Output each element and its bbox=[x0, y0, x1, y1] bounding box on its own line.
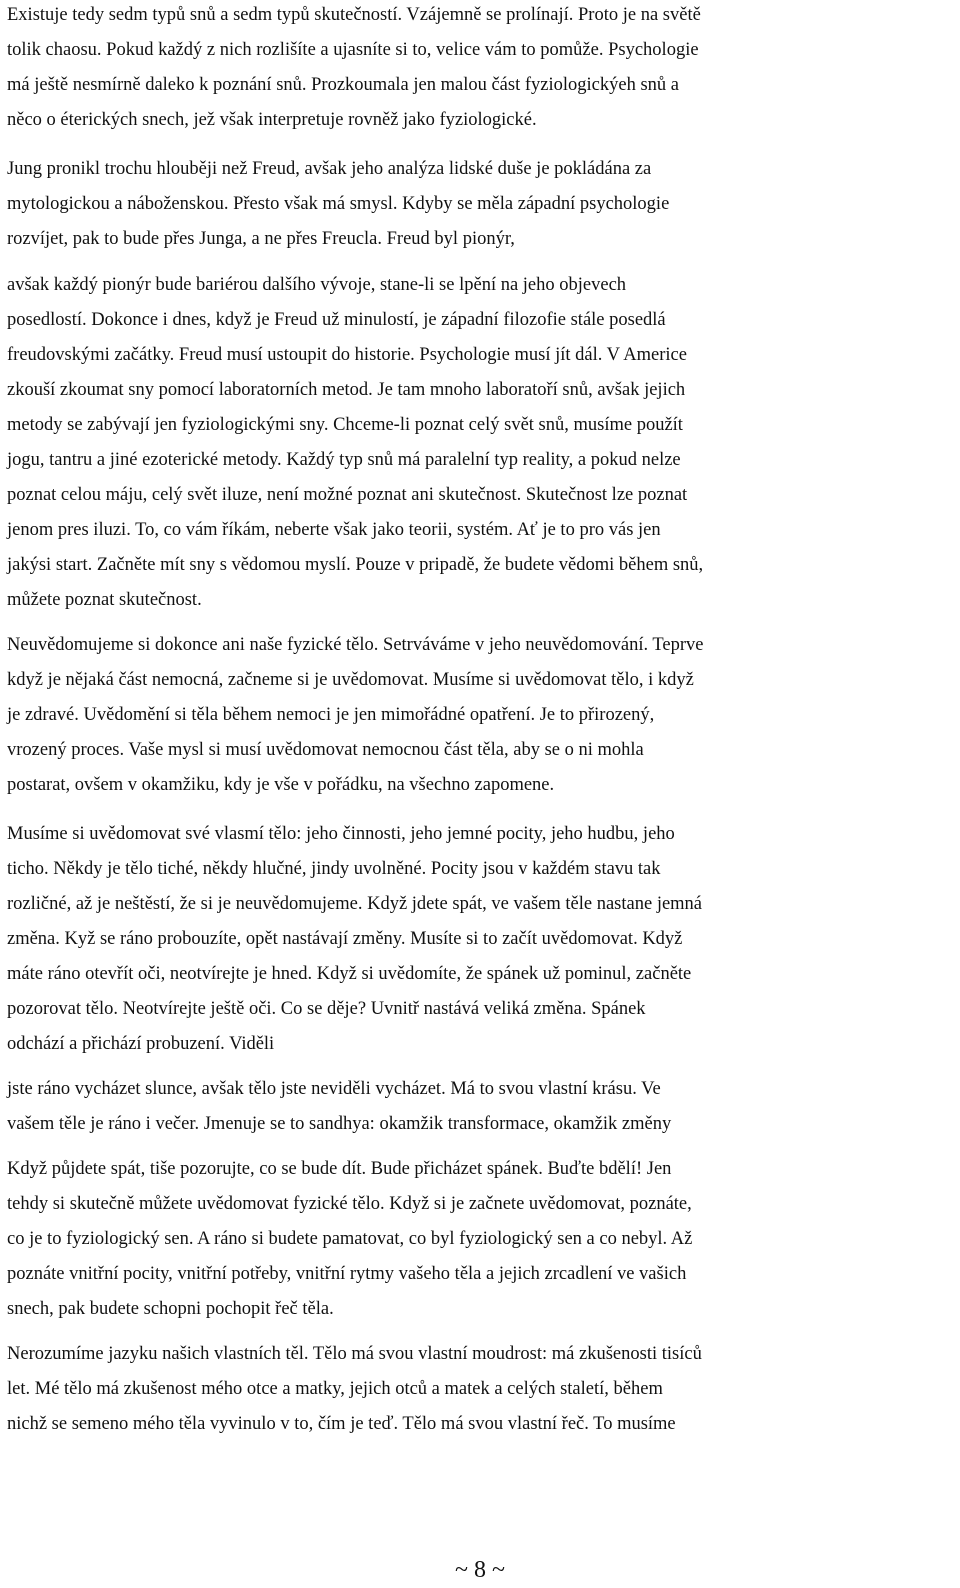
paragraph-pioneer bbox=[7, 268, 953, 618]
paragraph-jung-freud bbox=[7, 152, 953, 257]
text-line: něco o éterických snech, jež však interpretuje rovněž jako fyziologické. bbox=[7, 110, 537, 130]
text-line: rozličné, až je neštěstí, že si je neuvědomujeme. Když jdete spát, ve vašem těle nastane jemná bbox=[7, 894, 703, 914]
text-line: Musíme si uvědomovat své vlasmí tělo: jeho činnosti, jeho jemné pocity, jeho hudbu, jeho bbox=[7, 824, 675, 844]
text-line: freudovskými začátky. Freud musí ustoupit do historie. Psychologie musí jít dál. V Americe bbox=[7, 345, 687, 365]
text-line: rozvíjet, pak to bude přes Junga, a ne přes Freucla. Freud byl pionýr, bbox=[7, 229, 515, 249]
text-line: zkouší zkoumat sny pomocí laboratorních metod. Je tam mnoho laboratoří snů, avšak jejich bbox=[7, 380, 686, 400]
paragraph-gap bbox=[7, 1327, 953, 1337]
text-line: Neuvědomujeme si dokonce ani naše fyzické tělo. Setrváváme v jeho neuvědomování. Teprve bbox=[7, 635, 704, 655]
text-line: pozorovat tělo. Neotvírejte ještě oči. Co se děje? Uvnitř nastává veliká změna. Spánek bbox=[7, 999, 646, 1019]
text-line: odchází a přichází probuzení. Viděli bbox=[7, 1034, 275, 1054]
text-line: nichž se semeno mého těla vyvinulo v to, čím je teď. Tělo má svou vlastní řeč. To musíme bbox=[7, 1414, 676, 1434]
text-line: Jung pronikl trochu hlouběji než Freud, avšak jeho analýza lidské duše je pokládána za bbox=[7, 159, 652, 179]
text-line: let. Mé tělo má zkušenost mého otce a matky, jejich otců a matek a celých staletí, během bbox=[7, 1379, 663, 1399]
paragraph-gap bbox=[7, 1062, 953, 1072]
paragraph-physical-body bbox=[7, 628, 953, 803]
paragraph-gap bbox=[7, 1142, 953, 1152]
text-line: co je to fyziologický sen. A ráno si budete pamatovat, co byl fyziologický sen a co nebyl. Až bbox=[7, 1229, 693, 1249]
paragraph-body-language bbox=[7, 1337, 953, 1442]
paragraph-gap bbox=[7, 618, 953, 628]
text-line: vašem těle je ráno i večer. Jmenuje se to sandhya: okamžik transformace, okamžik změny bbox=[7, 1114, 672, 1134]
text-line: když je nějaká část nemocná, začneme si je uvědomovat. Musíme si uvědomovat tělo, i když bbox=[7, 670, 694, 690]
text-line: má ještě nesmírně daleko k poznání snů. Prozkoumala jen malou část fyziologickýeh snů a bbox=[7, 75, 679, 95]
paragraph-sunrise bbox=[7, 1072, 953, 1142]
text-line: Existuje tedy sedm typů snů a sedm typů skutečností. Vzájemně se prolínají. Proto je na světě bbox=[7, 5, 701, 25]
page-number: ~ 8 ~ bbox=[455, 1557, 505, 1583]
text-line: můžete poznat skutečnost. bbox=[7, 590, 202, 610]
text-line: Nerozumíme jazyku našich vlastních těl. Tělo má svou vlastní moudrost: má zkušenosti tisíců bbox=[7, 1344, 702, 1364]
paragraph-dream-types bbox=[7, 0, 953, 138]
text-line: máte ráno otevřít oči, neotvírejte je hned. Když si uvědomíte, že spánek už pominul, začněte bbox=[7, 964, 692, 984]
text-line: poznat celou máju, celý svět iluze, není možné poznat ani skutečnost. Skutečnost lze poznat bbox=[7, 485, 688, 505]
text-line: jogu, tantru a jiné ezoterické metody. Každý typ snů má paralelní typ reality, a pokud nelze bbox=[7, 450, 681, 470]
paragraph-sleep-observation bbox=[7, 1152, 953, 1327]
text-line: mytologickou a náboženskou. Přesto však má smysl. Kdyby se měla západní psychologie bbox=[7, 194, 670, 214]
text-line: posedlostí. Dokonce i dnes, když je Freud už minulostí, je západní filozofie stále posedlá bbox=[7, 310, 666, 330]
text-line: poznáte vnitřní pocity, vnitřní potřeby, vnitřní rytmy vašeho těla a jejich zrcadlení ve vašich bbox=[7, 1264, 687, 1284]
text-line: vrozený proces. Vaše mysl si musí uvědomovat nemocnou část těla, aby se o ni mohla bbox=[7, 740, 644, 760]
text-line: ticho. Někdy je tělo tiché, někdy hlučné, jindy uvolněné. Pocity jsou v každém stavu tak bbox=[7, 859, 661, 879]
text-line: Když půjdete spát, tiše pozorujte, co se bude dít. Bude přicházet spánek. Buďte bdělí! Jen bbox=[7, 1159, 672, 1179]
text-line: tehdy si skutečně můžete uvědomovat fyzické tělo. Když si je začnete uvědomovat, poznáte, bbox=[7, 1194, 692, 1214]
text-line: snech, pak budete schopni pochopit řeč těla. bbox=[7, 1299, 334, 1319]
text-line: metody se zabývají jen fyziologickými sny. Chceme-li poznat celý svět snů, musíme použít bbox=[7, 415, 683, 435]
text-line: jste ráno vycházet slunce, avšak tělo jste neviděli vycházet. Má to svou vlastní krásu. Ve bbox=[7, 1079, 661, 1099]
text-line: tolik chaosu. Pokud každý z nich rozlišíte a ujasníte si to, velice vám to pomůže. Psychologie bbox=[7, 40, 699, 60]
text-line: změna. Kyž se ráno probouzíte, opět nastávají změny. Musíte si to začít uvědomovat. Když bbox=[7, 929, 683, 949]
text-line: je zdravé. Uvědomění si těla během nemoci je jen mimořádné opatření. Je to přirozený, bbox=[7, 705, 655, 725]
text-line: avšak každý pionýr bude bariérou dalšího vývoje, stane-li se lpění na jeho objevech bbox=[7, 275, 627, 295]
paragraph-gap bbox=[7, 257, 953, 268]
text-line: jakýsi start. Začněte mít sny s vědomou myslí. Pouze v pripadě, že budete vědomi během snů, bbox=[7, 555, 704, 575]
paragraph-gap bbox=[7, 138, 953, 152]
paragraph-body-awareness bbox=[7, 817, 953, 1062]
text-line: postarat, ovšem v okamžiku, kdy je vše v pořádku, na všechno zapomene. bbox=[7, 775, 555, 795]
page-body bbox=[7, 0, 953, 1442]
text-line: jenom pres iluzi. To, co vám říkám, neberte však jako teorii, systém. Ať je to pro vás jen bbox=[7, 520, 661, 540]
paragraph-gap bbox=[7, 803, 953, 817]
